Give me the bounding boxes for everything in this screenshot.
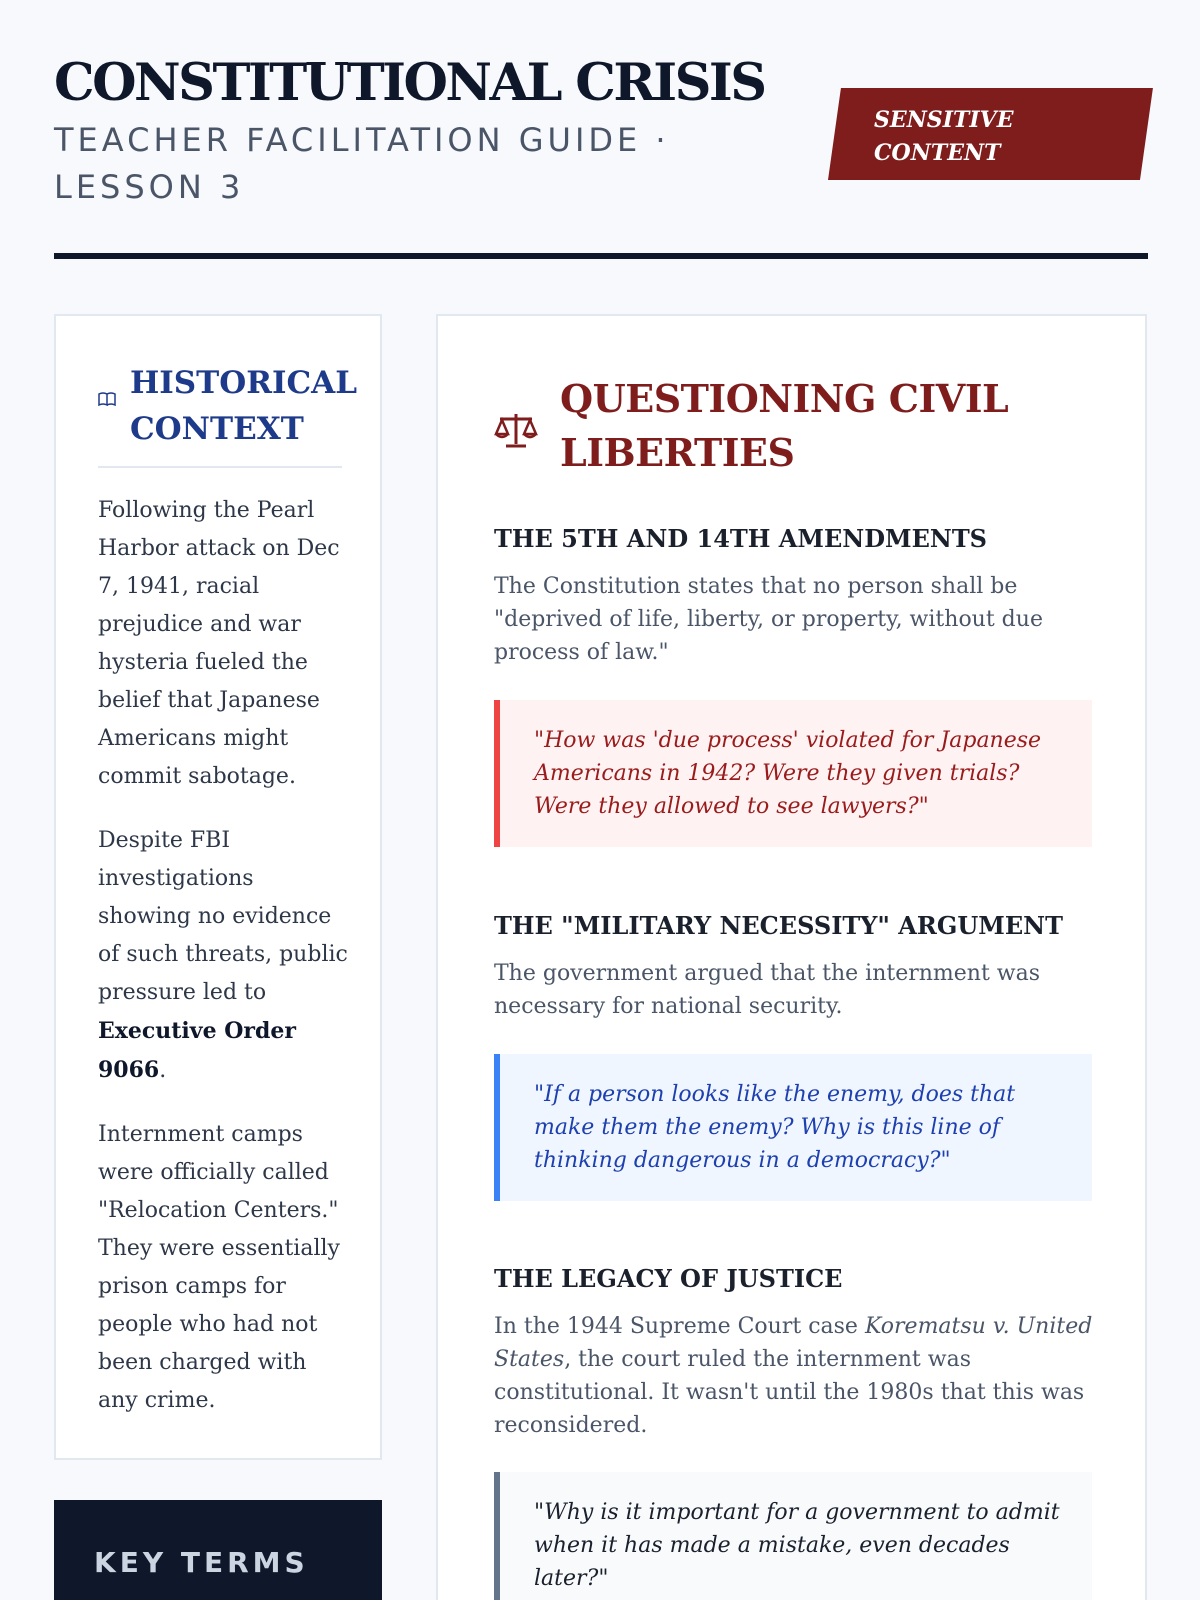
context-text: Despite FBI investigations showing no evidence of such threats, public pressure led to [98,828,348,1005]
historical-context-body [98,492,348,1446]
executive-order-term: Executive Order 9066 [98,1018,296,1083]
section-heading: THE "MILITARY NECESSITY" ARGUMENT [494,911,1063,940]
badge-label: SENSITIVE CONTENT [874,107,1014,166]
context-paragraph: Following the Pearl Harbor attack on Dec 7, 1941, racial prejudice and war hysteria fueled the belief that Japanese Americans might commit sabotage. [98,498,340,789]
section-heading: THE LEGACY OF JUSTICE [494,1264,843,1293]
discussion-question: "Why is it important for a government to admit when it has made a mistake, even decades later?" [494,1472,1092,1600]
section-text: , the court ruled the internment was constitutional. It wasn't until the 1980s that this was reconsidered. [494,1347,1085,1438]
scale-icon [494,410,538,450]
section-heading: THE 5TH AND 14TH AMENDMENTS [494,524,988,553]
historical-context-title: HISTORICAL CONTEXT [130,365,358,447]
page-header [54,53,765,211]
book-icon [98,392,116,406]
context-text: . [159,1058,167,1083]
section-body [494,1310,1094,1442]
key-terms-title: KEY TERMS [94,1546,309,1579]
civil-liberties-title: QUESTIONING CIVIL LIBERTIES [560,376,1009,475]
page-title: CONSTITUTIONAL CRISIS [54,53,765,113]
context-paragraph [98,822,348,1090]
civil-liberties-card [436,314,1147,1600]
discussion-question: "How was 'due process' violated for Japanese Americans in 1942? Were they given trials? Were they allowed to see lawyers?" [494,700,1092,847]
historical-context-card [54,314,382,1460]
sensitive-content-badge [828,88,1153,180]
key-terms-card [54,1500,382,1600]
section-body: The government argued that the internment was necessary for national security. [494,961,1041,1019]
page-subtitle: TEACHER FACILITATION GUIDE · LESSON 3 [54,121,670,206]
context-paragraph: Internment camps were officially called "Relocation Centers." They were essentially prison camps for people who had not been charged with any crime. [98,1122,340,1413]
section-body: The Constitution states that no person shall be "deprived of life, liberty, or property, without due process of law." [494,574,1043,665]
discussion-question: "If a person looks like the enemy, does that make them the enemy? Why is this line of thinking dangerous in a democracy?" [494,1054,1092,1201]
header-divider [54,253,1148,259]
historical-context-header [98,360,358,468]
section-text: In the 1944 Supreme Court case [494,1314,865,1339]
court-case-name: Korematsu v. United States [494,1314,1093,1372]
